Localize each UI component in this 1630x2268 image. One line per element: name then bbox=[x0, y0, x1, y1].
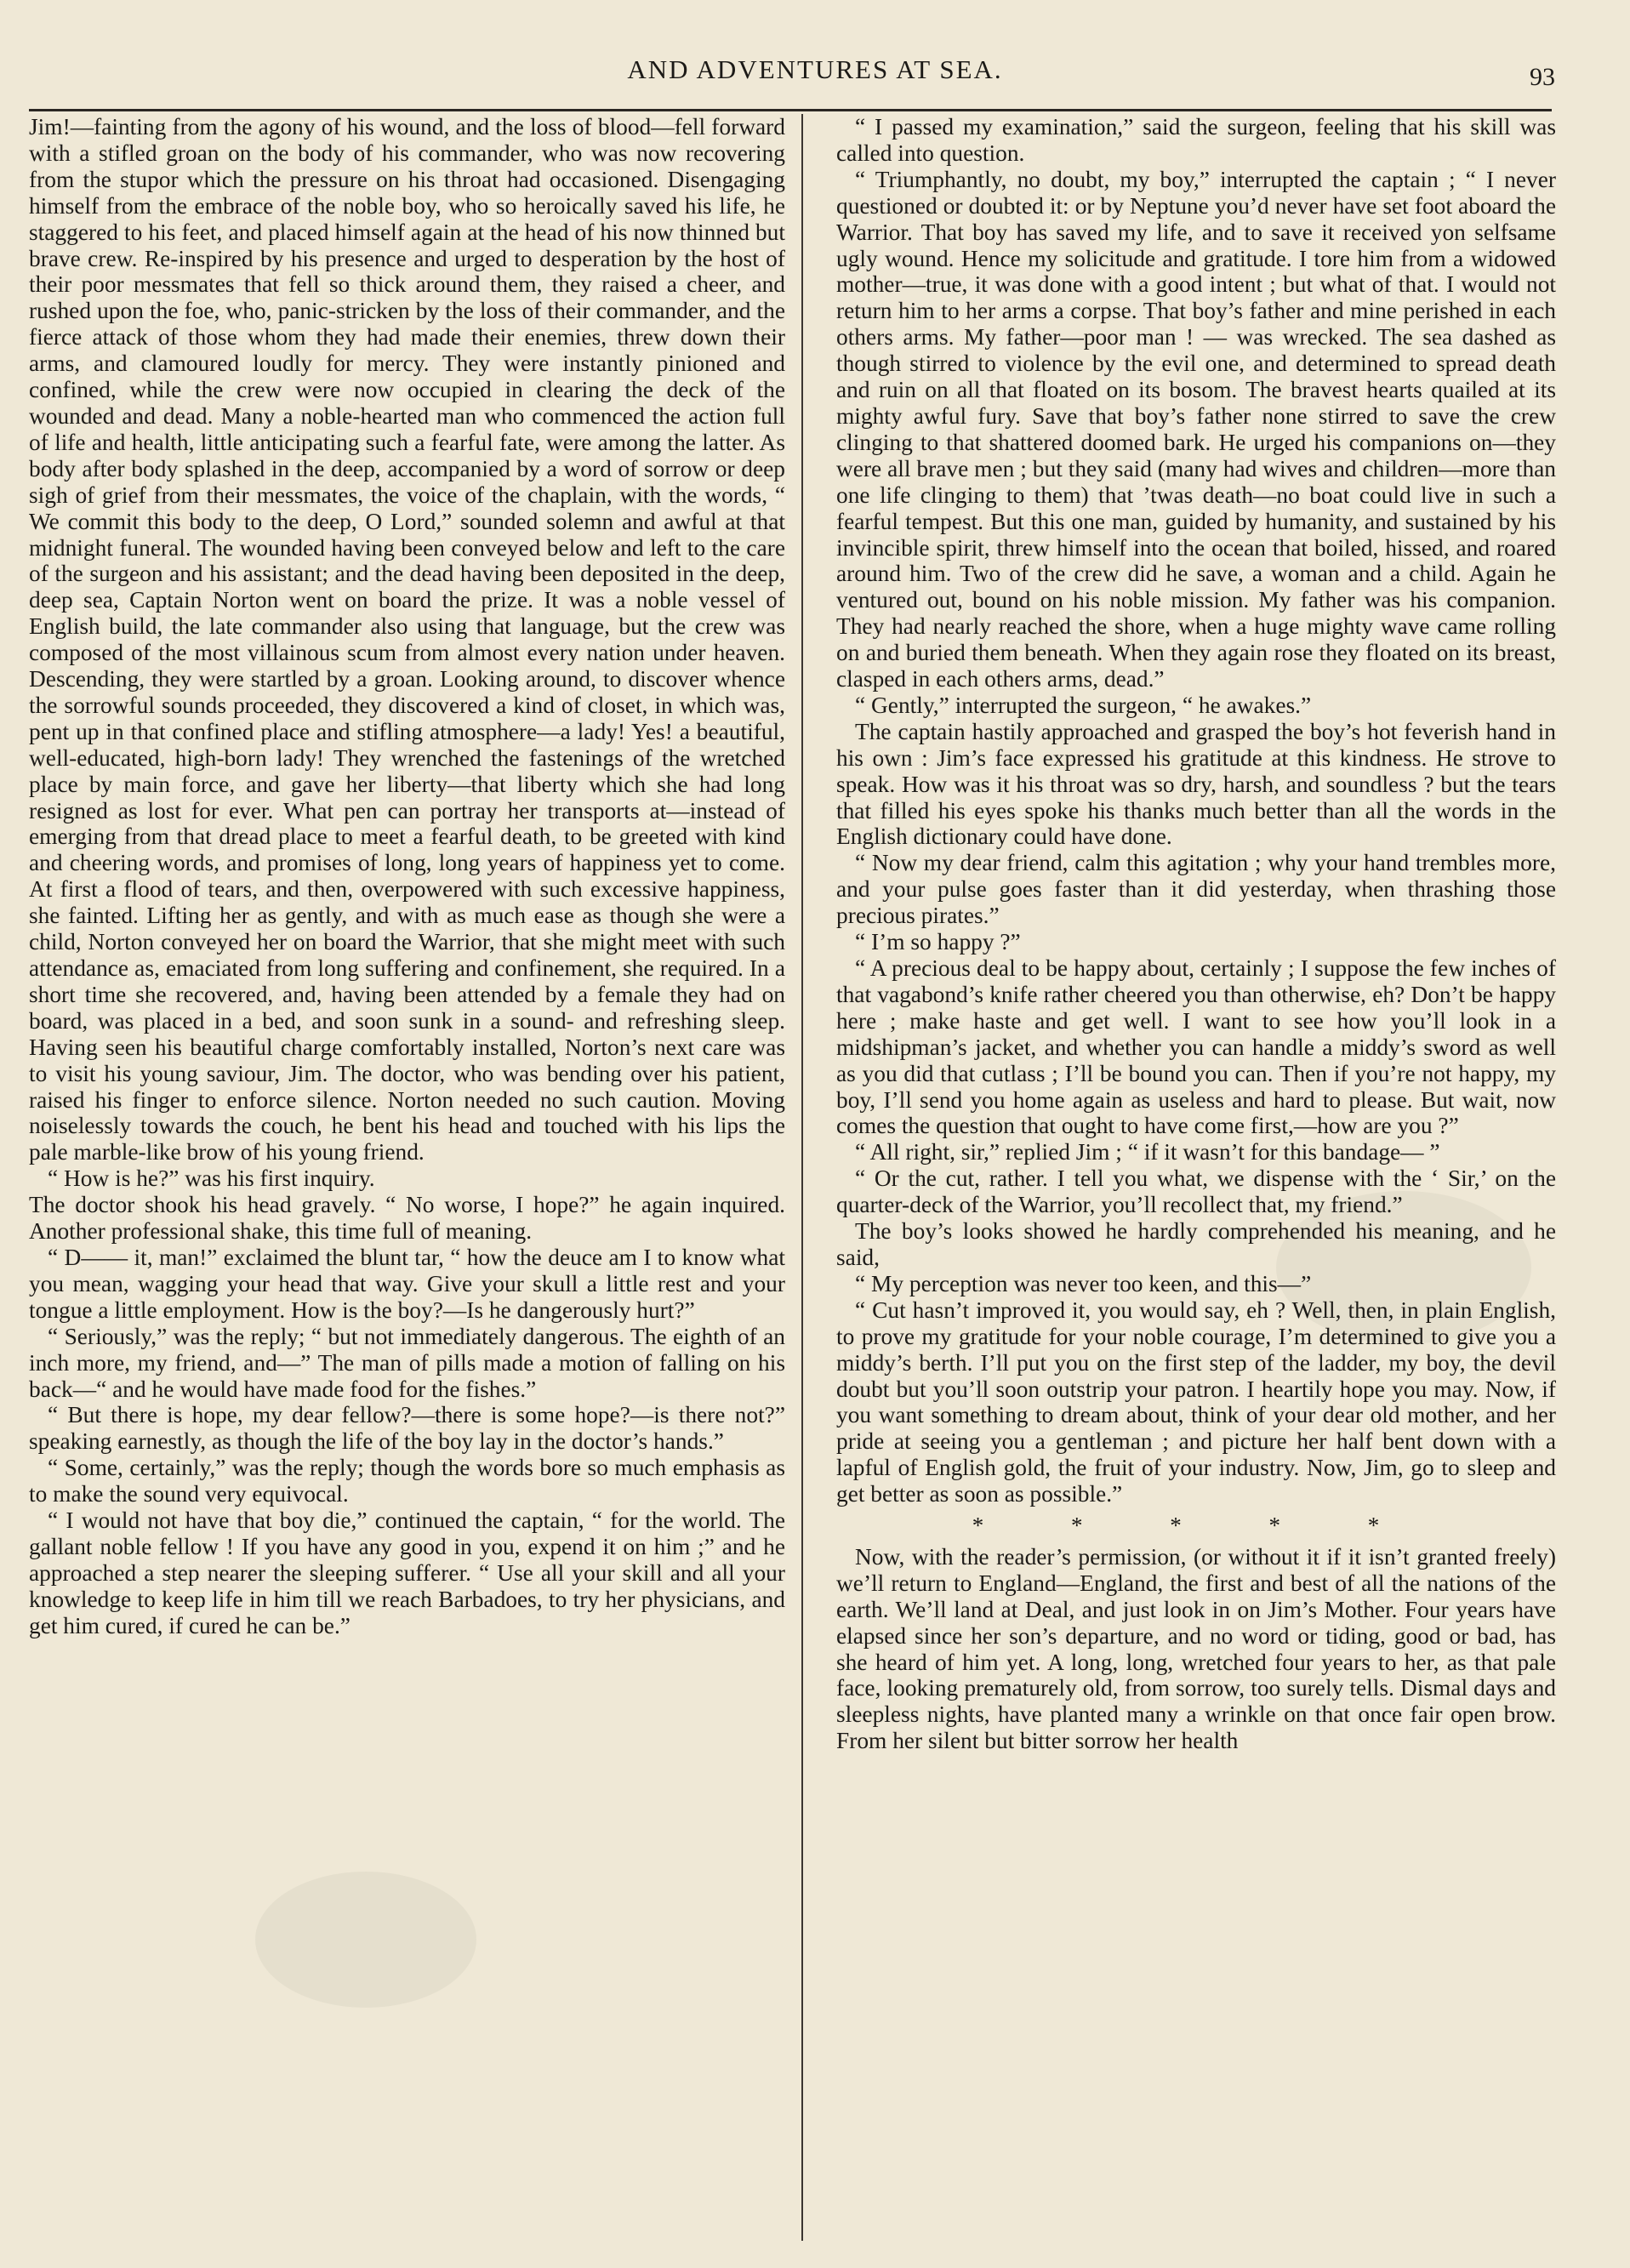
paragraph: “ Gently,” interrupted the surgeon, “ he awakes.” bbox=[855, 692, 1312, 718]
paragraph: Now, with the reader’s permission, (or without it if it isn’t granted freely) we’ll return to England—England, the first and best of all the nations of the earth. We’ll land at Deal, and just look in on Jim’s Mother. Four years have elapsed since her son’s departure, and no word or tiding, good or bad, has she heard of him yet. A long, long, wretched four years to her, as that pale face, looking prematurely old, from sorrow, too surely tells. Dismal days and sleepless nights, have planted many a wrinkle on that once fair open brow. From her silent but bitter sorrow her health bbox=[836, 1543, 1556, 1754]
page-number: 93 bbox=[1530, 63, 1555, 91]
right-column bbox=[836, 114, 1556, 1754]
paragraph: “ Seriously,” was the reply; “ but not immediately dangerous. The eighth of an inch more, my friend, and—” The man of pills made a motion of falling on his back—“ and he would have made food for the fishes.” bbox=[29, 1323, 785, 1402]
paragraph: “ All right, sir,” replied Jim ; “ if it wasn’t for this bandage— ” bbox=[855, 1139, 1440, 1165]
paragraph: “ Cut hasn’t improved it, you would say, eh ? Well, then, in plain English, to prove my gratitude for your noble courage, I’m determined to give you a middy’s berth. I’ll put you on the first step of the ladder, my boy, the devil doubt but you’ll soon outstrip your patron. I heartily hope you may. Now, if you want something to dream about, think of your dear old mother, and her pride at seeing you a gentleman ; and picture her half bent down with a lapful of English gold, the fruit of your industry. Now, Jim, go to sleep and get better as soon as possible.” bbox=[836, 1296, 1556, 1507]
paragraph: “ A precious deal to be happy about, certainly ; I suppose the few inches of that vagabond’s knife rather cheered you than otherwise, eh? Don’t be happy here ; make haste and get well. I want to see how you’ll look in a midshipman’s jacket, and whether you can handle a middy’s sword as well as you did that cutlass ; I’ll be bound you can. Then if you’re not happy, my boy, I’ll send you home again as useless and hard to please. But wait, now comes the question that ought to have come first,—how are you ?” bbox=[836, 955, 1556, 1139]
paragraph: The captain hastily approached and grasped the boy’s hot feverish hand in his own : Jim’s face expressed his gratitude at this kindness. He strove to speak. How was it his throat was so dry, harsh, and soundless ? but the tears that filled his eyes spoke his thanks much better than all the words in the English dictionary could have done. bbox=[836, 718, 1556, 850]
paragraph: “ I’m so happy ?” bbox=[855, 929, 1021, 955]
paragraph: “ I would not have that boy die,” continued the captain, “ for the world. The gallant noble fellow ! If you have any good in you, expend it on him ;” and he approached a step nearer the sleeping sufferer. “ Use all your skill and all your knowledge to keep life in him till we reach Barbadoes, to try her physicians, and get him cured, if cured he can be.” bbox=[29, 1507, 785, 1638]
paragraph: “ How is he?” was his first inquiry. bbox=[48, 1165, 375, 1192]
running-title: AND ADVENTURES AT SEA. bbox=[627, 54, 1003, 84]
paragraph: “ Or the cut, rather. I tell you what, we dispense with the ‘ Sir,’ on the quarter-deck of the Warrior, you’ll recollect that, my friend.” bbox=[836, 1165, 1556, 1218]
paragraph: “ Triumphantly, no doubt, my boy,” interrupted the captain ; “ I never questioned or doubted it: or by Neptune you’d never have set foot aboard the Warrior. That boy has saved my life, and to save it received yon selfsame ugly wound. Hence my solicitude and gratitude. I tore him from a widowed mother—true, it was done with a good intent ; but what of that. I would not return him to her arms a corpse. That boy’s father and mine perished in each others arms. My father—poor man ! — was wrecked. The sea dashed as though stirred to violence by the evil one, and determined to spread death and ruin on all that floated on its bosom. The bravest hearts quailed at its mighty awful fury. Save that boy’s father none stirred to save the crew clinging to that shattered doomed bark. He urged his companions on—they were all brave men ; but they said (many had wives and children—more than one life clinging to them) that ’twas death—no boat could live in such a fearful tempest. But this one man, guided by humanity, and sustained by his invincible spirit, threw himself into the ocean that boiled, hissed, and roared around him. Two of the crew did he save, a woman and a child. Again he ventured out, bound on his noble mission. My father was his companion. They had nearly reached the shore, when a huge mighty wave came rolling on and buried them beneath. When they again rose they floated on its breast, clasped in each others arms, dead.” bbox=[836, 166, 1556, 692]
paragraph: “ I passed my examination,” said the surgeon, feeling that his skill was called into question. bbox=[836, 114, 1556, 166]
running-head bbox=[0, 48, 1630, 99]
header-rule bbox=[29, 109, 1552, 111]
paragraph: “ Now my dear friend, calm this agitation ; why your hand trembles more, and your pulse goes faster than it did yesterday, when thrashing those precious pirates.” bbox=[836, 850, 1556, 929]
paragraph: “ My perception was never too keen, and this—” bbox=[855, 1270, 1312, 1296]
section-separator: * * * * * bbox=[972, 1513, 1421, 1539]
paper-stain bbox=[255, 1872, 476, 2008]
paragraph: The boy’s looks showed he hardly comprehended his meaning, and he said, bbox=[836, 1218, 1556, 1270]
left-column bbox=[29, 114, 785, 1639]
column-divider bbox=[801, 114, 803, 2241]
paragraph: Jim!—fainting from the agony of his wound, and the loss of blood—fell forward with a stifled groan on the body of his commander, who was now recovering from the stupor which the pressure on his throat had occasioned. Disengaging himself from the embrace of the noble boy, who so heroically saved his life, he staggered to his feet, and placed himself again at the head of his now thinned but brave crew. Re-inspired by his presence and urged to desperation by the host of their poor messmates that fell so thick around them, they raised a cheer, and rushed upon the foe, who, panic-stricken by the loss of their commander, and the fierce attack of those whom they had made their enemies, threw down their arms, and clamoured loudly for mercy. They were instantly pinioned and confined, while the crew were now occupied in clearing the deck of the wounded and dead. Many a noble-hearted man who commenced the action full of life and health, little anticipating such a fearful fate, were among the latter. As body after body splashed in the deep, accompanied by a word of sorrow or deep sigh of grief from their messmates, the voice of the chaplain, with the words, “ We commit this body to the deep, O Lord,” sounded solemn and awful at that midnight funeral. The wounded having been conveyed below and left to the care of the surgeon and his assistant; and the dead having been deposited in the deep, deep sea, Captain Norton went on board the prize. It was a noble vessel of English build, the late commander also using that language, but the crew was composed of the most villainous scum from almost every nation under heaven. Descending, they were startled by a groan. Looking around, to discover whence the sorrowful sounds proceeded, they discovered a kind of closet, in which was, pent up in that confined place and stifling atmosphere—a lady! Yes! a beautiful, well-educated, high-born lady! They wrenched the fastenings of the wretched place by main force, and gave her liberty—that liberty which she had long resigned as lost for ever. What pen can portray her transports at—instead of emerging from that dread place to meet a fearful death, to be greeted with kind and cheering words, and promises of long, long years of happiness yet to come. At first a flood of tears, and then, overpowered with such excessive happiness, she fainted. Lifting her as gently, and with as much ease as though she were a child, Norton conveyed her on board the Warrior, that she might meet with such attendance as, emaciated from long suffering and confinement, she required. In a short time she recovered, and, having been attended by a female they had on board, was placed in a bed, and soon sunk in a sound- and refreshing sleep. Having seen his beautiful charge comfortably installed, Norton’s next care was to visit his young saviour, Jim. The doctor, who was bending over his patient, raised his finger to enforce silence. Norton needed no such caution. Moving noiselessly towards the couch, he bent his head and touched with his lips the pale marble-like brow of his young friend. bbox=[29, 114, 785, 1165]
paragraph: The doctor shook his head gravely. “ No worse, I hope?” he again inquired. Another professional shake, this time full of meaning. bbox=[29, 1192, 785, 1245]
paragraph: “ But there is hope, my dear fellow?—there is some hope?—is there not?” speaking earnestly, as though the life of the boy lay in the doctor’s hands.” bbox=[29, 1402, 785, 1455]
paragraph: “ D—— it, man!” exclaimed the blunt tar, “ how the deuce am I to know what you mean, wagging your head that way. Give your skull a little rest and your tongue a little employment. How is the boy?—Is he dangerously hurt?” bbox=[29, 1244, 785, 1323]
paragraph: “ Some, certainly,” was the reply; though the words bore so much emphasis as to make the sound very equivocal. bbox=[29, 1455, 785, 1507]
